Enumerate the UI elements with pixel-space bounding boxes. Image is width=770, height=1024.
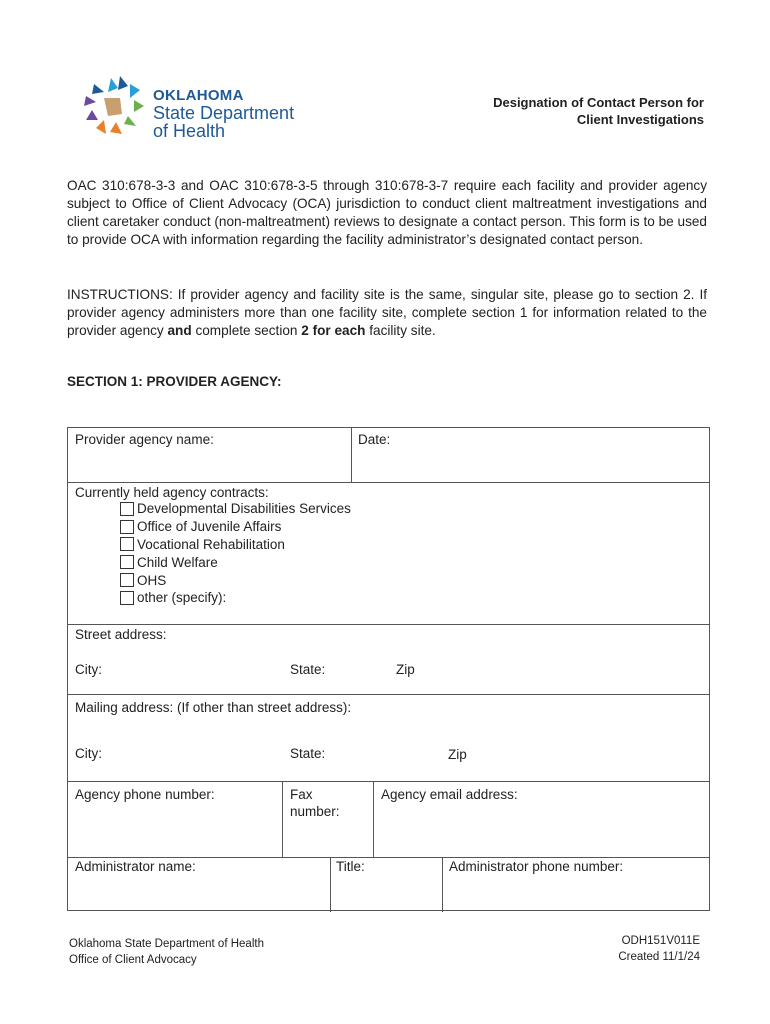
- fax-label-line1: Fax: [290, 787, 313, 802]
- city-field[interactable]: City:: [75, 662, 102, 677]
- contract-option-child-welfare[interactable]: [120, 553, 351, 571]
- osdh-logo: [78, 74, 318, 142]
- form-title: [493, 94, 704, 128]
- instructions-text-a: INSTRUCTIONS: If provider agency and facility site is the same, singular site, please go to section 2. If provider agency administers more than one facility site, complete section 1 for information related to the provider agency: [67, 287, 707, 338]
- administrator-title-field[interactable]: Title:: [336, 859, 365, 874]
- logo-line-of-health: of Health: [153, 121, 226, 141]
- checkbox[interactable]: [120, 591, 134, 605]
- mailing-address-field[interactable]: Mailing address: (If other than street address):: [75, 700, 352, 715]
- star-logo-icon: [78, 74, 148, 142]
- divider: [442, 857, 443, 912]
- instructions-paragraph: [67, 286, 707, 340]
- intro-paragraph: OAC 310:678-3-3 and OAC 310:678-3-5 through 310:678-3-7 require each facility and provider agency subject to Office of Client Advocacy (OCA) jurisdiction to conduct client maltreatment investigations and client caretaker conduct (non-maltreatment) reviews to designate a contact person. This form is to be used to provide OCA with information regarding the facility administrator’s designated contact person.: [67, 178, 707, 247]
- checkbox[interactable]: [120, 555, 134, 569]
- provider-agency-name-field[interactable]: Provider agency name:: [75, 432, 214, 447]
- checkbox[interactable]: [120, 520, 134, 534]
- date-field[interactable]: Date:: [358, 432, 391, 447]
- divider: [351, 428, 352, 482]
- contracts-label: Currently held agency contracts:: [75, 485, 269, 500]
- provider-agency-form: [67, 427, 710, 911]
- state-field[interactable]: State:: [290, 662, 326, 677]
- form-title-line2: Client Investigations: [576, 112, 704, 127]
- footer-line1: Oklahoma State Department of Health: [69, 938, 264, 950]
- divider: [68, 624, 709, 625]
- created-date: Created 11/1/24: [618, 951, 700, 963]
- contract-option-dds[interactable]: [120, 500, 351, 518]
- checkbox[interactable]: [120, 573, 134, 587]
- fax-label-line2: number:: [290, 804, 340, 819]
- contract-option-label: Child Welfare: [137, 554, 218, 570]
- zip-field[interactable]: Zip: [396, 662, 415, 677]
- mailing-zip-field[interactable]: Zip: [448, 747, 467, 762]
- contract-option-label: Developmental Disabilities Services: [137, 501, 351, 517]
- fax-number-field[interactable]: [290, 786, 340, 820]
- divider: [68, 781, 709, 782]
- contract-option-label: Office of Juvenile Affairs: [137, 519, 282, 535]
- agency-phone-field[interactable]: Agency phone number:: [75, 787, 215, 802]
- divider: [373, 781, 374, 857]
- contract-option-label: Vocational Rehabilitation: [137, 536, 285, 552]
- form-number: ODH151V011E: [621, 935, 700, 947]
- logo-line-oklahoma: OKLAHOMA: [153, 87, 244, 104]
- contract-option-label: OHS: [137, 572, 167, 588]
- checkbox[interactable]: [120, 502, 134, 516]
- divider: [68, 694, 709, 695]
- divider: [282, 781, 283, 857]
- instructions-text-e: facility site.: [365, 323, 436, 338]
- contract-option-label: other (specify):: [137, 590, 227, 606]
- administrator-name-field[interactable]: Administrator name:: [75, 859, 196, 874]
- agency-email-field[interactable]: Agency email address:: [381, 787, 518, 802]
- contract-option-vocational[interactable]: [120, 536, 351, 554]
- logo-wordmark: [153, 88, 294, 140]
- street-address-field[interactable]: Street address:: [75, 627, 167, 642]
- contract-option-ohs[interactable]: [120, 571, 351, 589]
- contract-option-other[interactable]: [120, 589, 351, 607]
- administrator-phone-field[interactable]: Administrator phone number:: [449, 859, 624, 874]
- instructions-text-c: complete section: [191, 323, 302, 338]
- logo-line-state-department: State Department: [153, 103, 295, 123]
- divider: [68, 482, 709, 483]
- checkbox[interactable]: [120, 537, 134, 551]
- footer-form-id: [618, 933, 700, 965]
- contract-option-oja[interactable]: [120, 518, 351, 536]
- divider: [330, 857, 331, 912]
- instructions-text-b: and: [167, 323, 192, 338]
- footer-line2: Office of Client Advocacy: [69, 954, 197, 966]
- footer-organization: [69, 936, 264, 968]
- form-title-line1: Designation of Contact Person for: [493, 95, 704, 110]
- instructions-text-d: 2 for each: [301, 323, 366, 338]
- contracts-checklist: [120, 500, 351, 607]
- section-1-heading: SECTION 1: PROVIDER AGENCY:: [67, 374, 282, 389]
- mailing-state-field[interactable]: State:: [290, 746, 326, 761]
- mailing-city-field[interactable]: City:: [75, 746, 102, 761]
